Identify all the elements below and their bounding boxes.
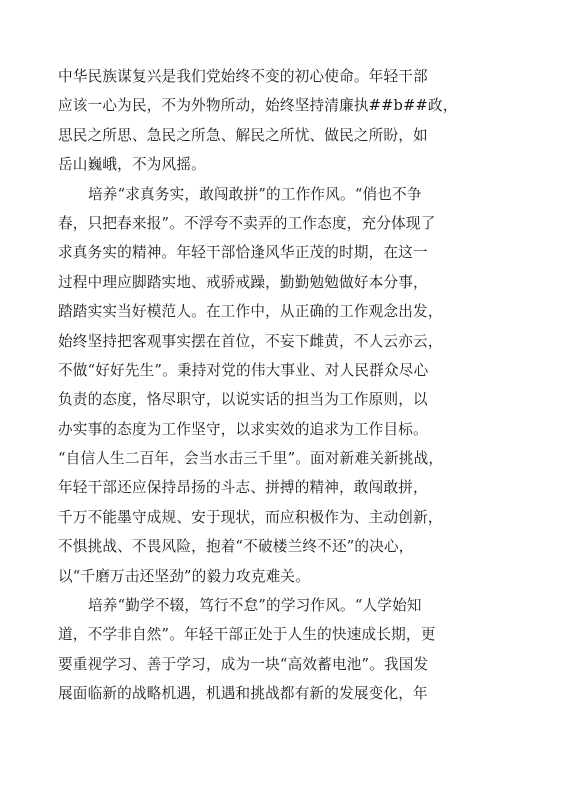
text-line: 要重视学习、善于学习，成为一块“高效蓄电池”。我国发 <box>58 655 429 673</box>
text-line: 始终坚持把客观事实摆在首位，不妄下雌黄，不人云亦云， <box>58 332 443 350</box>
text-line: 负责的态度，恪尽职守，以说实话的担当为工作原则，以 <box>58 391 428 409</box>
document-body <box>58 62 538 709</box>
text-line: 踏踏实实当好模范人。在工作中，从正确的工作观念出发， <box>58 303 443 321</box>
text-line: 过程中理应脚踏实地、戒骄戒躁，勤勤勉勉做好本分事， <box>58 273 428 291</box>
text-line: 应该一心为民，不为外物所动，始终坚持清廉执##b##政， <box>58 97 458 115</box>
paragraph-first-line: 培养“勤学不辍，笃行不怠”的学习作风。“人学始知 <box>88 597 422 615</box>
paragraph-first-line: 培养“求真务实，敢闯敢拼”的工作作风。“俏也不争 <box>88 185 422 203</box>
text-line: 求真务实的精神。年轻干部恰逢风华正茂的时期，在这一 <box>58 244 428 262</box>
text-line: 岳山巍峨，不为风摇。 <box>58 156 206 174</box>
text-line: 中华民族谋复兴是我们党始终不变的初心使命。年轻干部 <box>58 68 428 85</box>
text-line: 年轻干部还应保持昂扬的斗志、拼搏的精神，敢闯敢拼， <box>58 479 428 497</box>
text-line: 千万不能墨守成规、安于现状，而应积极作为、主动创新， <box>58 508 443 526</box>
text-line: 春，只把春来报”。不浮夸不卖弄的工作态度，充分体现了 <box>58 214 436 232</box>
text-line: 以“千磨万击还坚劲”的毅力攻克难关。 <box>58 567 311 585</box>
text-line: 道，不学非自然”。年轻干部正处于人生的快速成长期，更 <box>58 626 436 644</box>
text-line: “自信人生二百年，会当水击三千里”。面对新难关新挑战， <box>58 450 444 468</box>
text-line: 展面临新的战略机遇，机遇和挑战都有新的发展变化，年 <box>58 685 428 703</box>
text-line: 不做“好好先生”。秉持对党的伟大事业、对人民群众尽心 <box>58 361 429 379</box>
text-line: 办实事的态度为工作坚守，以求实效的追求为工作目标。 <box>58 420 428 438</box>
text-line: 思民之所思、急民之所急、解民之所忧、做民之所盼，如 <box>58 126 428 144</box>
text-line: 不惧挑战、不畏风险，抱着“不破楼兰终不还”的决心， <box>58 538 414 556</box>
